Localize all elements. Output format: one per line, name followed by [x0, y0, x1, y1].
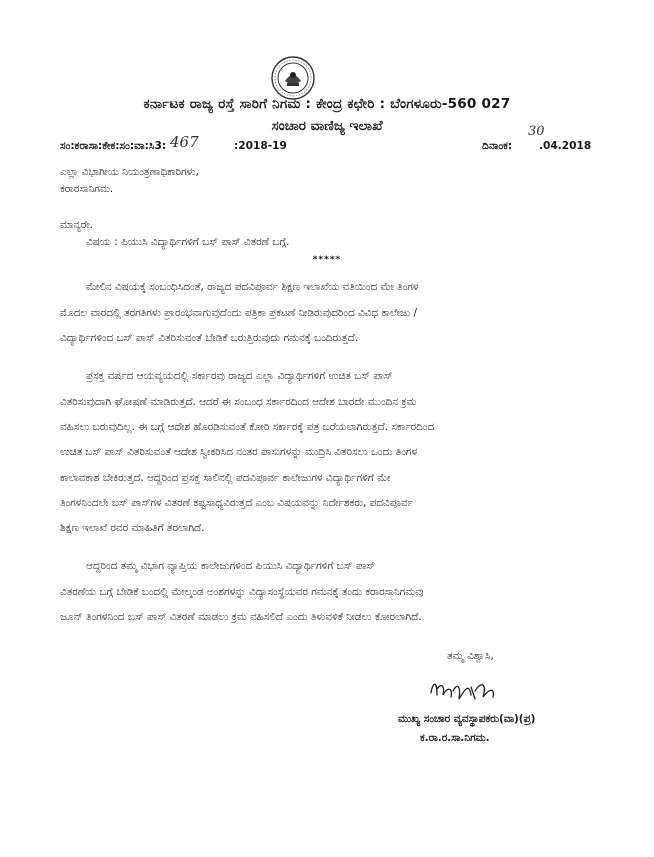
paragraph-2-line-5: ಕಾಲಾವಕಾಶ ಬೇಕಿರುತ್ತದೆ. ಆದ್ದರಿಂದ ಪ್ರಸಕ್ತ ಸಾಲಿನಲ್ಲಿ ಪದವಿಪೂರ್ವ ಕಾಲೇಜುಗಳ ವಿದ್ಯಾರ್ಥಿಗಳಿಗೆ ಮೇ — [60, 472, 391, 484]
paragraph-2-line-4: ಉಚಿತ ಬಸ್ ಪಾಸ್ ವಿತರಿಸುವಂತೆ ಆದೇಶ ಸ್ವೀಕರಿಸಿದ ನಂತರ ಪಾಸುಗಳನ್ನು ಮುದ್ರಿಸಿ ವಿತರಿಸಲು ಒಂದು ತಿಂಗಳ — [60, 446, 418, 458]
closing: ತಮ್ಮ ವಿಶ್ವಾಸಿ, — [447, 650, 494, 662]
paragraph-1-line-3: ವಿದ್ಯಾರ್ಥಿಗಳಿಂದ ಬಸ್ ಪಾಸ್ ವಿತರಿಸುವಂತೆ ಬೇಡಿಕೆ ಬರುತ್ತಿರುವುದು ಗಮನಕ್ಕೆ ಬಂದಿರುತ್ತದೆ. — [60, 332, 359, 344]
reference-year: :2018-19 — [234, 140, 287, 152]
signatory-organization: ಕ.ರಾ.ರ.ಸಾ.ನಿಗಮ. — [420, 732, 490, 744]
signature-icon — [425, 673, 525, 707]
signatory-designation: ಮುಖ್ಯ ಸಂಚಾರ ವ್ಯವಸ್ಥಾಪಕರು(ವಾ)(ಪ್ರ) — [398, 713, 536, 725]
separator: ***** — [312, 255, 342, 265]
date-value: .04.2018 — [539, 140, 592, 152]
paragraph-1-line-1: ಮೇಲಿನ ವಿಷಯಕ್ಕೆ ಸಂಬಂಧಿಸಿದಂತೆ, ರಾಜ್ಯದ ಪದವಿಪೂರ್ವ ಶಿಕ್ಷಣ ಇಲಾಖೆಯ ವತಿಯಿಂದ ಮೇ ತಿಂಗಳ — [86, 281, 419, 293]
organization-header: ಕರ್ನಾಟಕ ರಾಜ್ಯ ರಸ್ತೆ ಸಾರಿಗೆ ನಿಗಮ : ಕೇಂದ್ರ ಕಛೇರಿ : ಬೆಂಗಳೂರು-560 027 — [143, 96, 511, 112]
paragraph-2-line-2: ವಿತರಿಸುವುದಾಗಿ ಘೋಷಣೆ ಮಾಡಿರುತ್ತದೆ. ಆದರೆ ಈ ಸಂಬಂಧ ಸರ್ಕಾರದಿಂದ ಆದೇಶ ಬಾರದೇ ಮುಂದಿನ ಕ್ರಮ — [60, 396, 417, 408]
paragraph-1-line-2: ಮೊದಲ ವಾರದಲ್ಲಿ ತರಗತಿಗಳು ಪ್ರಾರಂಭವಾಗುವುದೆಂದು ಪತ್ರಿಕಾ ಪ್ರಕಟಣೆ ನೀಡಿರುವುದರಿಂದ ವಿವಿಧ ಕಾಲೇಜು / — [60, 307, 418, 319]
date-label: ದಿನಾಂಕ: — [482, 140, 513, 152]
handwritten-reference-number: 467 — [170, 133, 199, 151]
reference-label: ಸಂ:ಕರಾಸಾ:ಕೇಕ:ಸಂ:ವಾ:ಸಿ3: — [60, 140, 167, 152]
addressee-line-2: ಕರಾರಸಾನಿಗಮ. — [60, 183, 114, 195]
paragraph-2-line-7: ಶಿಕ್ಷಣ ಇಲಾಖೆ ರವರ ಮಾಹಿತಿಗೆ ತರಲಾಗಿದೆ. — [60, 522, 205, 534]
handwritten-date-day: 30 — [528, 124, 545, 139]
subject-line: ವಿಷಯ : ಪಿಯುಸಿ ವಿದ್ಯಾರ್ಥಿಗಳಿಗೆ ಬಸ್ ಪಾಸ್ ವಿತರಣೆ ಬಗ್ಗೆ. — [86, 236, 290, 248]
paragraph-3-line-1: ಆದ್ದರಿಂದ ತಮ್ಮ ವಿಭಾಗ ವ್ಯಾಪ್ತಿಯ ಕಾಲೇಜುಗಳಿಂದ ಪಿಯುಸಿ ವಿದ್ಯಾರ್ಥಿಗಳಿಗೆ ಬಸ್ ಪಾಸ್ — [86, 560, 376, 572]
salutation: ಮಾನ್ಯರೇ. — [60, 219, 93, 231]
paragraph-2-line-3: ವಹಿಸಲು ಬರುವುದಿಲ್ಲ. ಈ ಬಗ್ಗೆ ಆದೇಶ ಹೊರಡಿಸುವಂತೆ ಕೋರಿ ಸರ್ಕಾರಕ್ಕೆ ಪತ್ರ ಬರೆಯಲಾಗಿರುತ್ತದೆ. ಸರ್ಕಾರದಿಂದ — [60, 421, 435, 433]
addressee-line-1: ಎಲ್ಲಾ ವಿಭಾಗೀಯ ನಿಯಂತ್ರಣಾಧಿಕಾರಿಗಳು, — [60, 166, 199, 178]
paragraph-2-line-6: ತಿಂಗಳನಿಂದಲೇ ಬಸ್ ಪಾಸ್‌ಗಳ ವಿತರಣೆ ಕಷ್ಟಸಾಧ್ಯವಿರುತ್ತದೆ ಎಂಬ ವಿಷಯವನ್ನು ನಿರ್ದೇಶಕರು, ಪದವಿಪೂರ್ವ — [60, 497, 413, 509]
department-header: ಸಂಚಾರ ವಾಣಿಜ್ಯ ಇಲಾಖೆ — [271, 118, 383, 134]
paragraph-3-line-2: ವಿತರಣೆಯ ಬಗ್ಗೆ ಬೇಡಿಕೆ ಬಂದಲ್ಲಿ ಮೇಲ್ಕಂಡ ಅಂಶಗಳನ್ನು ವಿದ್ಯಾಸಂಸ್ಥೆಯವರ ಗಮನಕ್ಕೆ ತಂದು ಕರಾರಸಾನಿಗಮವು — [60, 586, 424, 598]
paragraph-2-line-1: ಪ್ರಸಕ್ತ ವರ್ಷದ ಆಯವ್ಯಯದಲ್ಲಿ ಸರ್ಕಾರವು ರಾಜ್ಯದ ಎಲ್ಲಾ ವಿದ್ಯಾರ್ಥಿಗಳಿಗೆ ಉಚಿತ ಬಸ್ ಪಾಸ್ — [86, 370, 393, 382]
ksrtc-emblem-icon — [270, 55, 316, 101]
paragraph-3-line-3: ಜೂನ್ ತಿಂಗಳನಿಂದ ಬಸ್ ಪಾಸ್ ವಿತರಣೆ ಮಾಡಲು ಕ್ರಮ ವಹಿಸಲಿದೆ ಎಂದು ತಿಳುವಳಿಕೆ ನೀಡಲು ಕೋರಲಾಗಿದೆ. — [60, 611, 422, 623]
